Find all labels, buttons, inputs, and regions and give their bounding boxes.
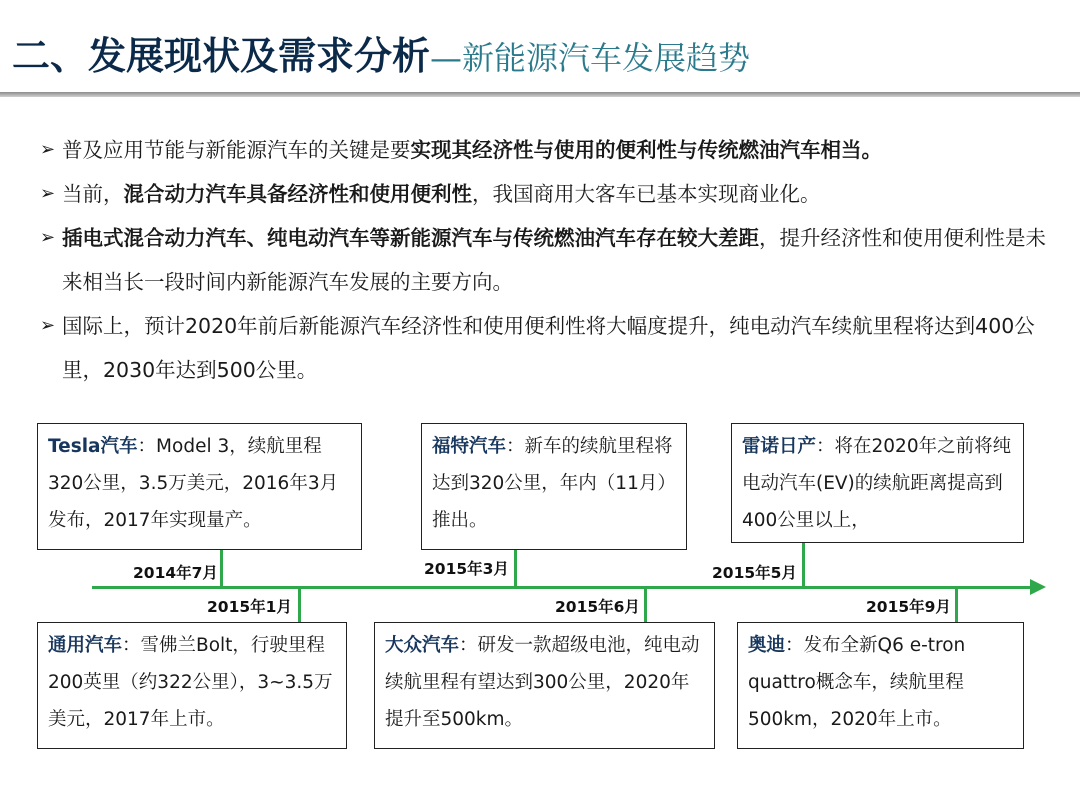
bullet-item bbox=[40, 128, 1050, 172]
page-title bbox=[12, 26, 750, 86]
bullet-emphasis: 插电式混合动力汽车、纯电动汽车等新能源汽车与传统燃油汽车存在较大差距 bbox=[62, 226, 759, 250]
event-name: 奥迪 bbox=[748, 635, 786, 656]
bullet-item bbox=[40, 172, 1050, 216]
event-date: 2015年9月 bbox=[866, 598, 951, 616]
title-sub: —新能源汽车发展趋势 bbox=[430, 39, 751, 77]
bullet-text: ，我国商用大客车已基本实现商业化。 bbox=[472, 182, 821, 206]
event-name: 通用汽车 bbox=[48, 635, 123, 656]
arrow-bullet-icon: ➢ bbox=[40, 183, 56, 204]
bullet-text: ，提升经济性和使用便利性是未来相当长一段时间内新能源汽车发展的主要方向。 bbox=[62, 226, 1046, 294]
timeline-tick bbox=[298, 588, 301, 622]
event-text: ：研发一款超级电池，纯电动续航里程有望达到300公里，2020年提升至500km。 bbox=[385, 635, 700, 730]
event-date: 2015年3月 bbox=[424, 560, 509, 578]
bullet-emphasis: 实现其经济性与使用的便利性与传统燃油汽车相当。 bbox=[410, 138, 882, 162]
event-box-ford bbox=[421, 423, 687, 550]
event-name: Tesla汽车 bbox=[48, 436, 138, 457]
bullet-list bbox=[40, 128, 1050, 392]
timeline-tick bbox=[955, 588, 958, 622]
event-name: 福特汽车 bbox=[432, 436, 507, 457]
timeline-arrow-icon bbox=[1030, 579, 1046, 595]
event-name: 大众汽车 bbox=[385, 635, 460, 656]
bullet-item bbox=[40, 304, 1050, 392]
timeline-tick bbox=[802, 543, 805, 587]
event-box-vw bbox=[374, 622, 715, 749]
title-main: 二、发展现状及需求分析 bbox=[12, 34, 431, 78]
event-text: ：雪佛兰Bolt，行驶里程200英里（约322公里），3~3.5万美元，2017年上市。 bbox=[48, 635, 333, 730]
event-box-audi bbox=[737, 622, 1024, 749]
event-name: 雷诺日产 bbox=[742, 436, 817, 457]
timeline-tick bbox=[514, 550, 517, 587]
event-date: 2014年7月 bbox=[133, 564, 218, 582]
timeline-tick bbox=[644, 588, 647, 622]
event-text: ：发布全新Q6 e-tron quattro概念车，续航里程500km，2020年上市。 bbox=[748, 635, 966, 730]
event-text: ：将在2020年之前将纯电动汽车(EV)的续航距离提高到400公里以上， bbox=[742, 436, 1012, 531]
bullet-text: 普及应用节能与新能源汽车的关键是要 bbox=[62, 138, 411, 162]
bullet-item bbox=[40, 216, 1050, 304]
event-date: 2015年1月 bbox=[207, 598, 292, 616]
event-date: 2015年5月 bbox=[712, 564, 797, 582]
timeline-tick bbox=[220, 550, 223, 587]
arrow-bullet-icon: ➢ bbox=[40, 315, 56, 336]
bullet-text: 国际上，预计2020年前后新能源汽车经济性和使用便利性将大幅度提升，纯电动汽车续航里程将达到400公里，2030年达到500公里。 bbox=[62, 314, 1035, 382]
bullet-text: 当前， bbox=[62, 182, 124, 206]
event-box-gm bbox=[37, 622, 347, 749]
event-text: ：新车的续航里程将达到320公里，年内（11月）推出。 bbox=[432, 436, 676, 531]
arrow-bullet-icon: ➢ bbox=[40, 139, 56, 160]
arrow-bullet-icon: ➢ bbox=[40, 227, 56, 248]
event-text: ：Model 3，续航里程320公里，3.5万美元，2016年3月发布，2017年实现量产。 bbox=[48, 436, 339, 531]
timeline-axis bbox=[92, 586, 1036, 589]
bullet-emphasis: 混合动力汽车具备经济性和使用便利性 bbox=[123, 182, 472, 206]
event-box-renault bbox=[731, 423, 1024, 543]
title-divider bbox=[0, 92, 1080, 97]
event-date: 2015年6月 bbox=[555, 598, 640, 616]
event-box-tesla bbox=[37, 423, 362, 550]
